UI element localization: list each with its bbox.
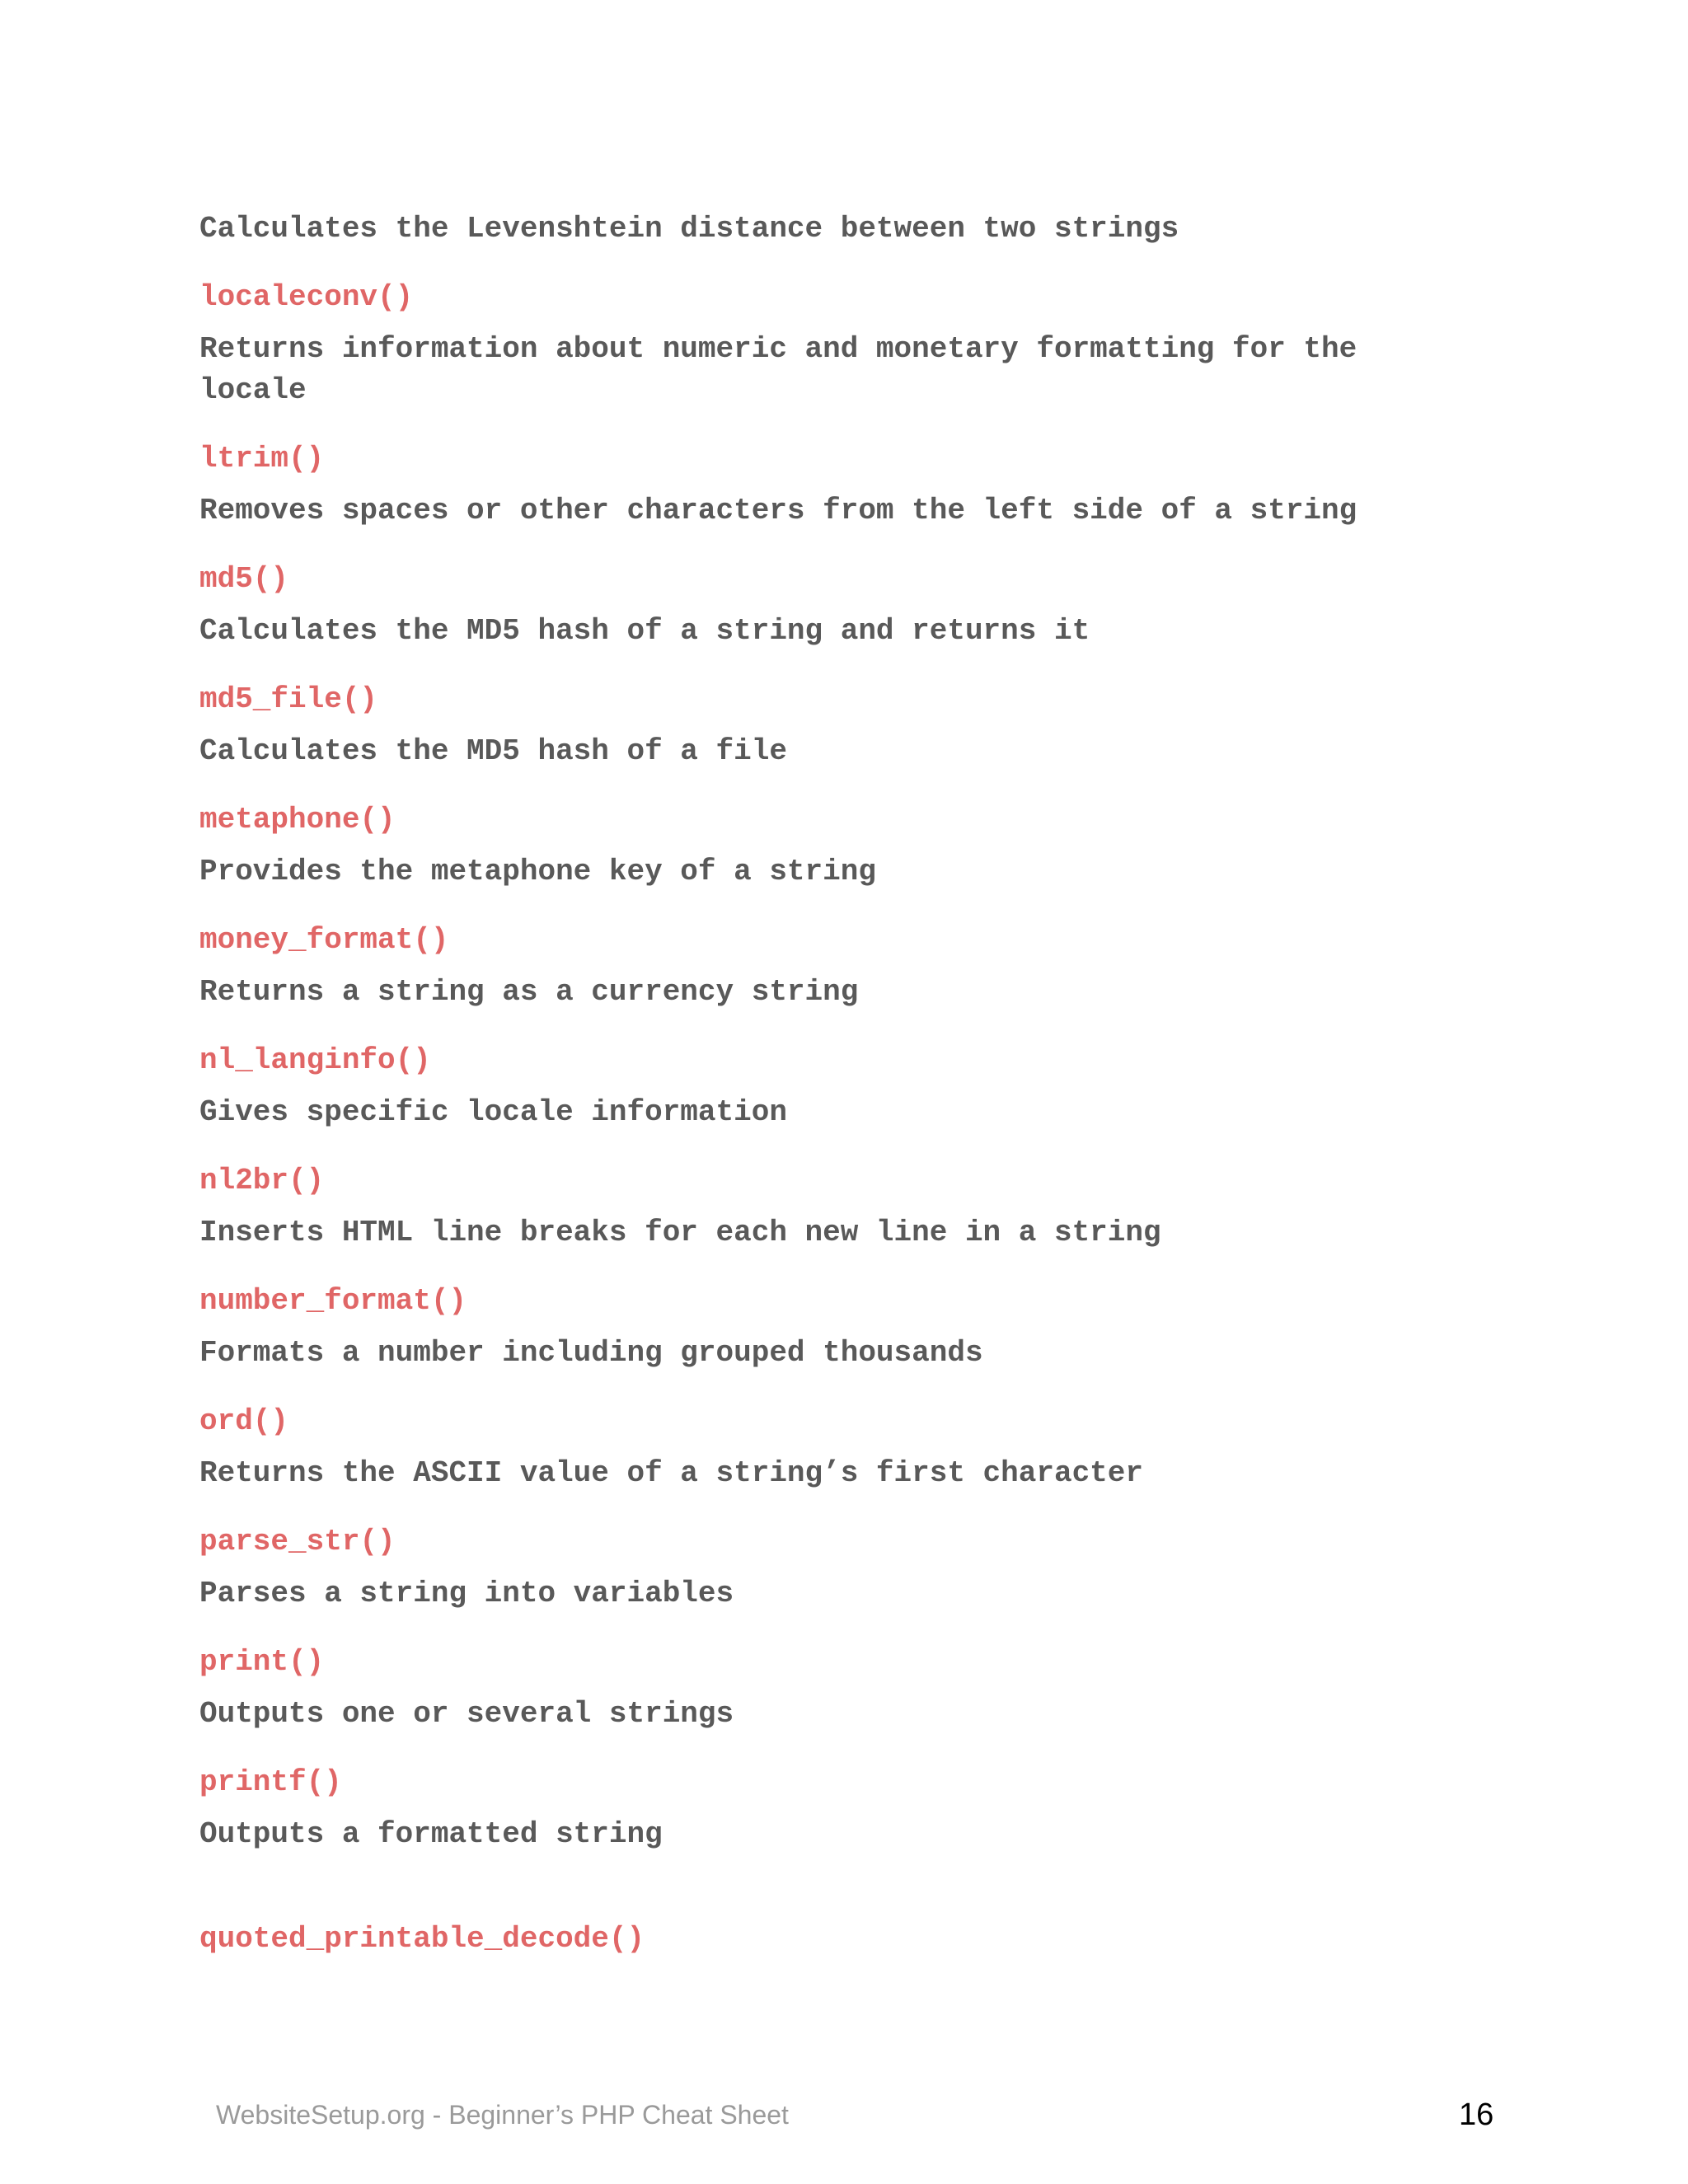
function-name: parse_str() [199, 1525, 396, 1558]
entry-metaphone [199, 799, 1485, 893]
function-description: Removes spaces or other characters from the left side of a string [199, 494, 1357, 527]
entry-md5-file [199, 679, 1485, 772]
function-name: ltrim() [199, 442, 325, 476]
function-name: ord() [199, 1404, 289, 1438]
function-name: nl_langinfo() [199, 1043, 431, 1077]
function-description: Formats a number including grouped thousands [199, 1336, 983, 1370]
function-description: Parses a string into variables [199, 1577, 734, 1610]
entry-nl2br [199, 1160, 1485, 1254]
entry-money-format [199, 920, 1485, 1013]
function-description-cont: locale [199, 373, 307, 407]
entry-md5 [199, 559, 1485, 652]
function-description: Inserts HTML line breaks for each new line in a string [199, 1216, 1161, 1249]
footer-source: WebsiteSetup.org - Beginner’s PHP Cheat Sheet [216, 2100, 789, 2130]
function-description: Provides the metaphone key of a string [199, 855, 876, 888]
function-description: Returns a string as a currency string [199, 975, 859, 1009]
function-description: Returns information about numeric and monetary formatting for the [199, 332, 1357, 366]
function-description: Returns the ASCII value of a string’s first character [199, 1456, 1143, 1490]
function-description: Calculates the MD5 hash of a string and returns it [199, 614, 1090, 648]
function-name: print() [199, 1645, 325, 1679]
page-number: 16 [1459, 2097, 1494, 2132]
function-name: md5() [199, 562, 289, 596]
entry-ord [199, 1401, 1485, 1494]
entry-ltrim [199, 438, 1485, 532]
function-name: number_format() [199, 1284, 467, 1318]
function-name: md5_file() [199, 682, 378, 716]
function-description: Calculates the MD5 hash of a file [199, 734, 787, 768]
function-name: money_format() [199, 923, 449, 957]
function-name: localeconv() [199, 280, 414, 314]
function-name-quoted-printable-decode: quoted_printable_decode() [199, 1922, 645, 1956]
function-name: nl2br() [199, 1164, 325, 1197]
function-name: metaphone() [199, 803, 396, 837]
entry-parse-str [199, 1521, 1485, 1615]
entry-print [199, 1642, 1485, 1735]
function-description: Outputs a formatted string [199, 1817, 663, 1851]
intro-description: Calculates the Levenshtein distance between two strings [199, 212, 1179, 246]
function-name: printf() [199, 1765, 342, 1799]
entry-printf [199, 1762, 1485, 1855]
function-description: Outputs one or several strings [199, 1697, 734, 1731]
entry-localeconv [199, 277, 1485, 411]
function-description: Gives specific locale information [199, 1095, 787, 1129]
function-list [199, 209, 1485, 1960]
entry-nl-langinfo [199, 1040, 1485, 1133]
entry-number-format [199, 1281, 1485, 1374]
